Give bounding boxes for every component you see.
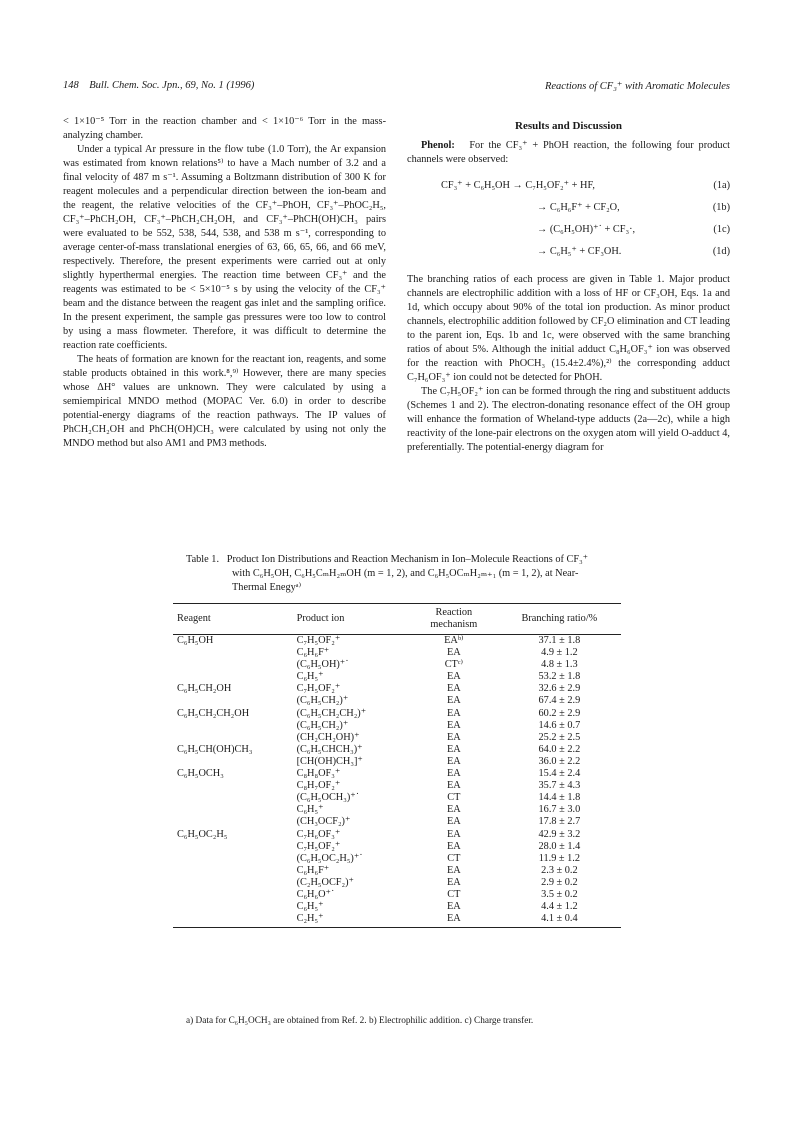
product-ion-cell: C₆H₅⁺ [296,671,324,683]
reagent-cell [173,732,293,744]
mechanism-cell: EAᵇ⁾ [444,635,464,646]
table-row [173,865,621,877]
product-ion-cell: (C₂H₅OCF₂)⁺ [296,876,354,888]
table-row [173,756,621,768]
reagent-cell [173,816,293,828]
reagent-cell: C₆H₅CH(OH)CH₃ [177,743,253,755]
table-row [173,877,621,889]
right-paragraph-1: The branching ratios of each process are given in Table 1. Major product channels are electrophilic addition with a loss of HF or CF₃OH, Eqs. 1a and 1d, which occupy about 90% of the total ion production. As minor product channels, electrophilic addition followed by CF₂O elimination and CT leading to the parent ion, Eqs. 1b and 1c, were observed with the same branching ratios of about 5%. Although the initial adduct C₈H₆OF₃⁺ ion was observed for the reaction with PhOCH₃ (15.4±2.4%),²⁾ the corresponding adduct C₇H₆OF₃⁺ ion could not be detected for PhOH. [407,274,730,383]
table-header-row [173,604,621,635]
branching-ratio-cell: 4.1 ± 0.4 [498,913,621,928]
product-ion-cell: C₂H₅⁺ [293,913,410,928]
journal-citation: Bull. Chem. Soc. Jpn., 69, No. 1 (1996) [89,80,255,91]
equation-expression: CF₃⁺ + C₆H₅OH → C₇H₅OF₂⁺ + HF, [441,180,595,191]
equation-number: (1a) [713,180,730,191]
phenol-paragraph [407,139,730,167]
product-ion-cell: C₆H₅⁺ [296,804,324,816]
branching-ratio-cell: 2.9 ± 0.2 [541,876,578,888]
table-row [173,913,621,928]
branching-ratio-cell: 11.9 ± 1.2 [538,852,581,864]
product-ion-cell: C₆H₅⁺ [296,901,324,913]
reagent-cell [173,720,293,732]
mechanism-cell: EA [446,731,461,743]
header-left [63,80,254,92]
mechanism-cell: EA [446,695,461,707]
reagent-cell: C₆H₅OH [177,635,214,646]
table-row [173,659,621,671]
reagent-cell [173,804,293,816]
table-caption-text: Product Ion Distributions and Reaction Mechanism in Ion–Molecule Reactions of CF₃⁺ with C₆H₅OH, C₆H₅CₘH₂ₘOH (m = 1, 2), and C₆H₅OCₘH₂ₘ₊₁ (m = 1, 2), at Near-Thermal Enegyᵃ⁾ [226,554,589,593]
reagent-cell [173,853,293,865]
mechanism-cell: CTᶜ⁾ [444,659,464,671]
reagent-cell [173,889,293,901]
mechanism-cell: EA [446,901,461,913]
reagent-cell [173,841,293,853]
header-branching-ratio: Branching ratio/% [498,604,621,635]
table-row [173,720,621,732]
product-ion-cell: (C₆H₅OH)⁺˙ [296,659,349,671]
phenol-label: Phenol: [421,140,455,151]
reagent-cell: C₆H₅CH₂OH [177,683,232,695]
mechanism-cell: EA [446,683,461,695]
table-row [173,804,621,816]
branching-ratio-cell: 36.0 ± 2.2 [538,755,581,767]
branching-ratio-cell: 3.5 ± 0.2 [541,888,578,900]
branching-ratio-cell: 35.7 ± 4.3 [538,780,581,792]
product-ion-cell: (C₆H₅CHCH₃)⁺ [296,743,363,755]
product-ion-cell: (CH₃OCF₂)⁺ [296,816,351,828]
branching-ratio-cell: 60.2 ± 2.9 [538,707,581,719]
equation-block [407,175,730,263]
equation-number: (1b) [712,202,730,213]
right-column [407,115,730,455]
reagent-cell: C₆H₅OC₂H₅ [177,828,228,840]
branching-ratio-cell: 4.8 ± 1.3 [541,659,578,671]
mechanism-cell: EA [446,840,461,852]
product-ion-cell: C₆H₆O⁺˙ [296,888,335,900]
product-ion-cell: C₇H₆OF₃⁺ [296,828,341,840]
table-row [173,901,621,913]
reagent-cell [173,913,293,928]
branching-ratio-cell: 28.0 ± 1.4 [538,840,581,852]
table-row [173,708,621,720]
reagent-cell: C₆H₅OCH₃ [177,768,224,780]
reagent-cell [173,659,293,671]
equation-number: (1d) [712,246,730,257]
page-number: 148 [63,80,79,91]
equation-number: (1c) [713,224,730,235]
product-ion-cell: C₈H₇OF₂⁺ [296,780,341,792]
left-paragraph-1: < 1×10⁻⁵ Torr in the reaction chamber and < 1×10⁻⁶ Torr in the mass-analyzing chamber. [63,116,386,141]
mechanism-cell: EA [446,743,461,755]
table-row [173,744,621,756]
product-ion-cell: (C₆H₅OC₂H₅)⁺˙ [296,852,363,864]
product-ion-cell: (C₆H₅CH₂)⁺ [296,695,349,707]
reagent-cell [173,695,293,707]
equation-expression: → (C₆H₅OH)⁺˙ + CF₃·, [537,224,636,235]
branching-ratio-cell: 16.7 ± 3.0 [538,804,581,816]
mechanism-cell: EA [410,913,498,928]
mechanism-cell: EA [446,671,461,683]
page-header [63,80,730,92]
equation-1b [407,197,730,219]
reagent-cell [173,647,293,659]
table-label: Table 1. [186,554,220,565]
mechanism-cell: EA [446,816,461,828]
branching-ratio-cell: 4.4 ± 1.2 [541,901,578,913]
product-ion-cell: [CH(OH)CH₃]⁺ [296,755,363,767]
table-row [173,671,621,683]
mechanism-cell: CT [447,888,461,900]
table-row [173,635,621,648]
mechanism-cell: EA [446,864,461,876]
mechanism-cell: EA [446,768,461,780]
running-title: Reactions of CF₃⁺ with Aromatic Molecules [544,81,730,92]
table-row [173,780,621,792]
table-row [173,829,621,841]
branching-ratio-cell: 67.4 ± 2.9 [538,695,581,707]
header-product-ion: Product ion [293,604,410,635]
mechanism-cell: CT [447,792,461,804]
product-ion-cell: C₈H₈OF₃⁺ [296,768,341,780]
header-reaction-mechanism: Reaction mechanism [410,604,498,635]
phenol-intro: For the CF₃⁺ + PhOH reaction, the following four product channels were observed: [407,140,730,165]
product-ion-cell: C₆H₆F⁺ [296,647,330,659]
table-footnotes: a) Data for C₆H₅OCH₃ are obtained from Ref. 2. b) Electrophilic addition. c) Charge transfer. [186,1016,534,1026]
equation-expression: → C₆H₅⁺ + CF₃OH. [537,246,622,257]
product-ion-cell: C₇H₅OF₂⁺ [296,683,341,695]
left-paragraph-2: Under a typical Ar pressure in the flow tube (1.0 Torr), the Ar expansion was estimated from known relations⁵⁾ to have a Mach number of 3.2 and a final velocity of 487 m s⁻¹. Assuming a Boltzmann distribution of 300 K for reagent molecules and a perpendicular direction between the ion-beam and the reagent, the relative velocities of the CF₃⁺–PhOH, CF₃⁺–PhOC₂H₅, CF₃⁺–PhCH₂OH, CF₃⁺–PhCH₂CH₂OH, and CF₃⁺–PhCH(OH)CH₃ pairs were evaluated to be 552, 538, 544, 538, and 538 m s⁻¹, corresponding to average center-of-mass translational energies of 63, 66, 65, 66, and 66 meV, respectively. Therefore, the present experiments were carried out at only slightly hyperthermal energies. The reaction time between CF₃⁺ and the reagents was estimated to be < 5×10⁻⁵ s by using the velocity of the CF₃⁺ beam and the distance between the reagent gas inlet and the sampling orifice. In the present experiment, the sample gas pressures were too low to control by using a mass flowmeter. Therefore, it was difficult to determine the reaction rate coefficients. [63,144,386,351]
equation-1a [407,175,730,197]
product-ion-cell: (C₆H₅OCH₃)⁺˙ [296,792,360,804]
section-title: Results and Discussion [515,120,622,132]
product-ion-cell: C₆H₆F⁺ [296,864,330,876]
branching-ratio-cell: 2.3 ± 0.2 [541,864,578,876]
mechanism-cell: EA [446,647,461,659]
reagent-cell [173,865,293,877]
reagent-cell [173,792,293,804]
branching-ratio-cell: 37.1 ± 1.8 [538,635,581,646]
product-ion-cell: C₇H₅OF₂⁺ [296,635,341,646]
mechanism-cell: EA [446,828,461,840]
mechanism-cell: EA [446,804,461,816]
table-row [173,792,621,804]
left-column [63,115,386,451]
reagent-cell [173,877,293,889]
right-paragraph-2: The C₇H₅OF₂⁺ ion can be formed through the ring and substituent adducts (Schemes 1 and 2). The electron-donating resonance effect of the OH group will enhance the formation of Wheland-type adducts (2a—2c), while a high reactivity of the lone-pair electrons on the oxygen atom will yield O-adduct 4, preferentially. The potential-energy diagram for [407,386,730,453]
branching-ratio-cell: 32.6 ± 2.9 [538,683,581,695]
product-ion-cell: (C₆H₅CH₂CH₂)⁺ [296,707,367,719]
mechanism-cell: CT [447,852,461,864]
table-row [173,841,621,853]
mechanism-cell: EA [446,707,461,719]
left-paragraph-3: The heats of formation are known for the reactant ion, reagents, and some stable products obtained in this work.⁸,⁹⁾ However, there are many species whose ΔH° values are unknown. They were calculated by using a semiempirical MNDO method (MOPAC Ver. 6.0) in order to describe potential-energy diagrams of the reaction pathways. The IP values of PhCH₂CH₂OH and PhCH(OH)CH₃ were calculated by using not only the MNDO method but also AM1 and PM3 methods. [63,354,386,449]
mechanism-cell: EA [446,755,461,767]
branching-ratio-table [173,603,621,928]
equation-1c [407,219,730,241]
branching-ratio-cell: 14.6 ± 0.7 [538,719,581,731]
branching-ratio-cell: 4.9 ± 1.2 [541,647,578,659]
reagent-cell [173,671,293,683]
branching-ratio-cell: 17.8 ± 2.7 [538,816,581,828]
equation-1d [407,241,730,263]
mechanism-cell: EA [446,876,461,888]
table-caption [186,553,606,595]
table-body [173,635,621,928]
reagent-cell [173,756,293,768]
reagent-cell [173,901,293,913]
table-row [173,889,621,901]
branching-ratio-cell: 42.9 ± 3.2 [538,828,581,840]
branching-ratio-cell: 25.2 ± 2.5 [538,731,581,743]
product-ion-cell: C₇H₅OF₂⁺ [296,840,341,852]
table-row [173,695,621,707]
product-ion-cell: (CH₂CH₂OH)⁺ [296,731,360,743]
table-row [173,853,621,865]
mechanism-cell: EA [446,719,461,731]
equation-expression: → C₆H₆F⁺ + CF₂O, [537,202,620,213]
table-row [173,683,621,695]
table-row [173,647,621,659]
header-reagent: Reagent [173,604,293,635]
mechanism-cell: EA [446,780,461,792]
branching-ratio-cell: 53.2 ± 1.8 [538,671,581,683]
branching-ratio-cell: 64.0 ± 2.2 [538,743,581,755]
table-row [173,768,621,780]
branching-ratio-cell: 14.4 ± 1.8 [538,792,581,804]
product-ion-cell: (C₆H₅CH₂)⁺ [296,719,349,731]
branching-ratio-cell: 15.4 ± 2.4 [538,768,581,780]
reagent-cell: C₆H₅CH₂CH₂OH [177,707,250,719]
table-row [173,732,621,744]
table-row [173,816,621,828]
reagent-cell [173,780,293,792]
